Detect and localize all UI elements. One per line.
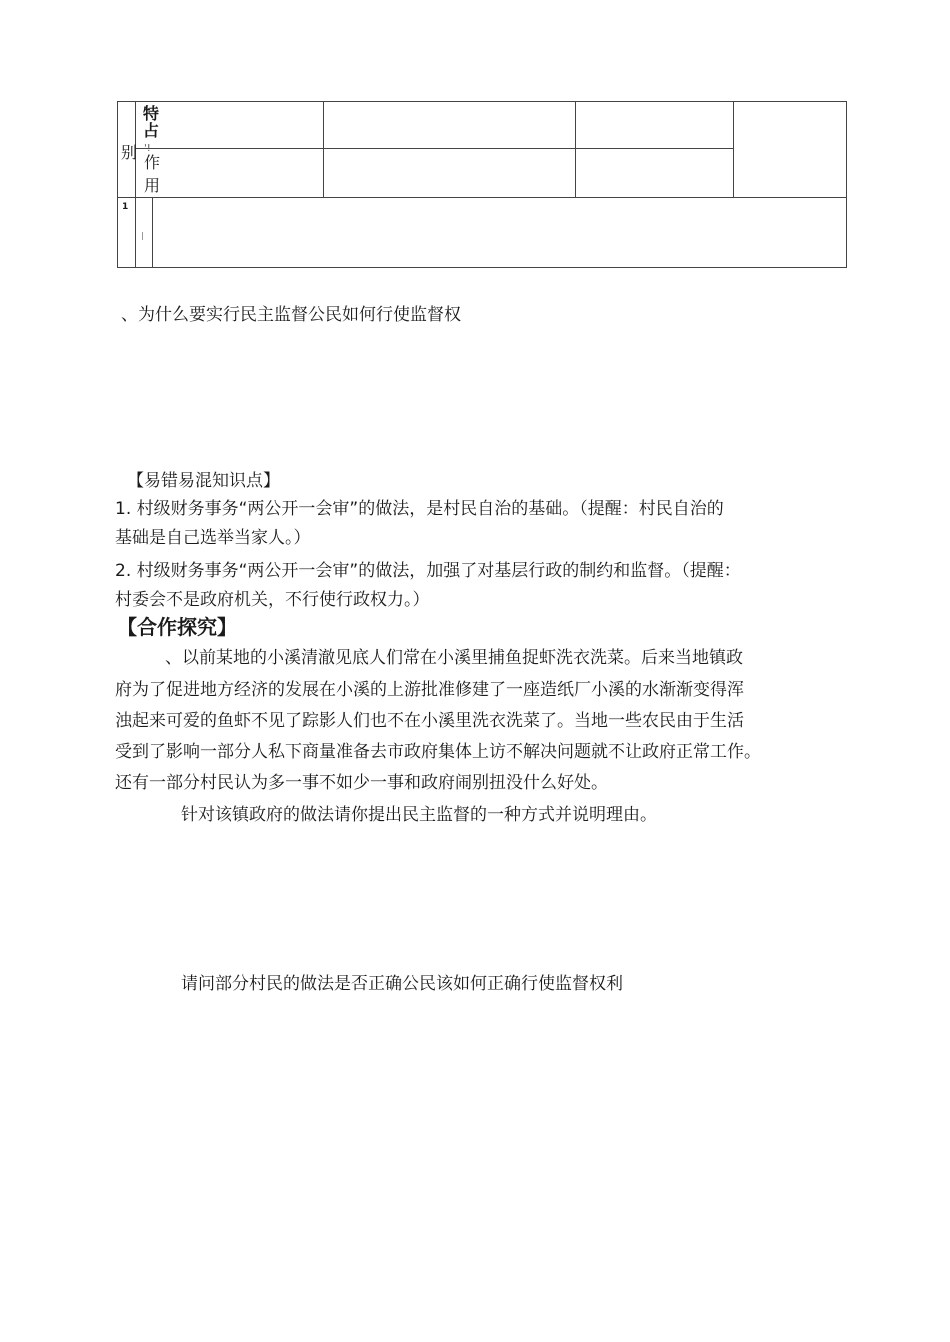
coop-paragraph-line: 府为了促进地方经济的发展在小溪的上游批准修建了一座造纸厂小溪的水渐渐变得浑 <box>115 680 744 700</box>
table-col-char: 占 <box>143 121 160 140</box>
table-col-char: 特 <box>143 104 160 123</box>
table-tick: '! <box>144 143 151 154</box>
mistakes-title: 【易错易混知识点】 <box>127 471 280 491</box>
coop-question-2: 请问部分村民的做法是否正确公民该如何正确行使监督权利 <box>181 974 623 994</box>
mistake-item-1-line-1: 1. 村级财务事务“两公开一会审”的做法，是村民自治的基础。（提醒：村民自治的 <box>115 499 724 519</box>
table-vline <box>152 197 153 267</box>
mistake-item-1-line-2: 基础是自己选举当家人。） <box>115 528 311 548</box>
mistake-item-2-line-2: 村委会不是政府机关，不行使行政权力。） <box>115 590 430 610</box>
coop-paragraph-line: 浊起来可爱的鱼虾不见了踪影人们也不在小溪里洗衣洗菜了。当地一些农民由于生活 <box>115 711 744 731</box>
coop-paragraph-line: 受到了影响一部分人私下商量准备去市政府集体上访不解决问题就不让政府正常工作。 <box>115 742 761 762</box>
table-col-char: 用 <box>144 176 161 195</box>
table-vline <box>323 102 324 197</box>
coop-question-1: 针对该镇政府的做法请你提出民主监督的一种方式并说明理由。 <box>181 805 657 825</box>
table-vline <box>135 102 136 267</box>
table-vline <box>733 102 734 197</box>
comparison-table <box>117 101 847 268</box>
table-vline <box>575 102 576 197</box>
table-tick: | <box>141 231 144 240</box>
table-col-char: 作 <box>144 153 161 172</box>
coop-title: 【合作探究】 <box>117 615 237 639</box>
coop-paragraph-line: 、以前某地的小溪清澈见底人们常在小溪里捕鱼捉虾洗衣洗菜。后来当地镇政 <box>165 648 743 668</box>
table-hline <box>118 197 846 198</box>
table-tick: 1 <box>122 202 129 212</box>
table-row-header: 别 <box>121 143 138 162</box>
question-2: 、为什么要实行民主监督公民如何行使监督权 <box>121 305 461 325</box>
mistake-item-2-line-1: 2. 村级财务事务“两公开一会审”的做法，加强了对基层行政的制约和监督。（提醒： <box>115 561 741 581</box>
coop-paragraph-line: 还有一部分村民认为多一事不如少一事和政府闹别扭没什么好处。 <box>115 773 608 793</box>
table-hline <box>135 148 733 149</box>
